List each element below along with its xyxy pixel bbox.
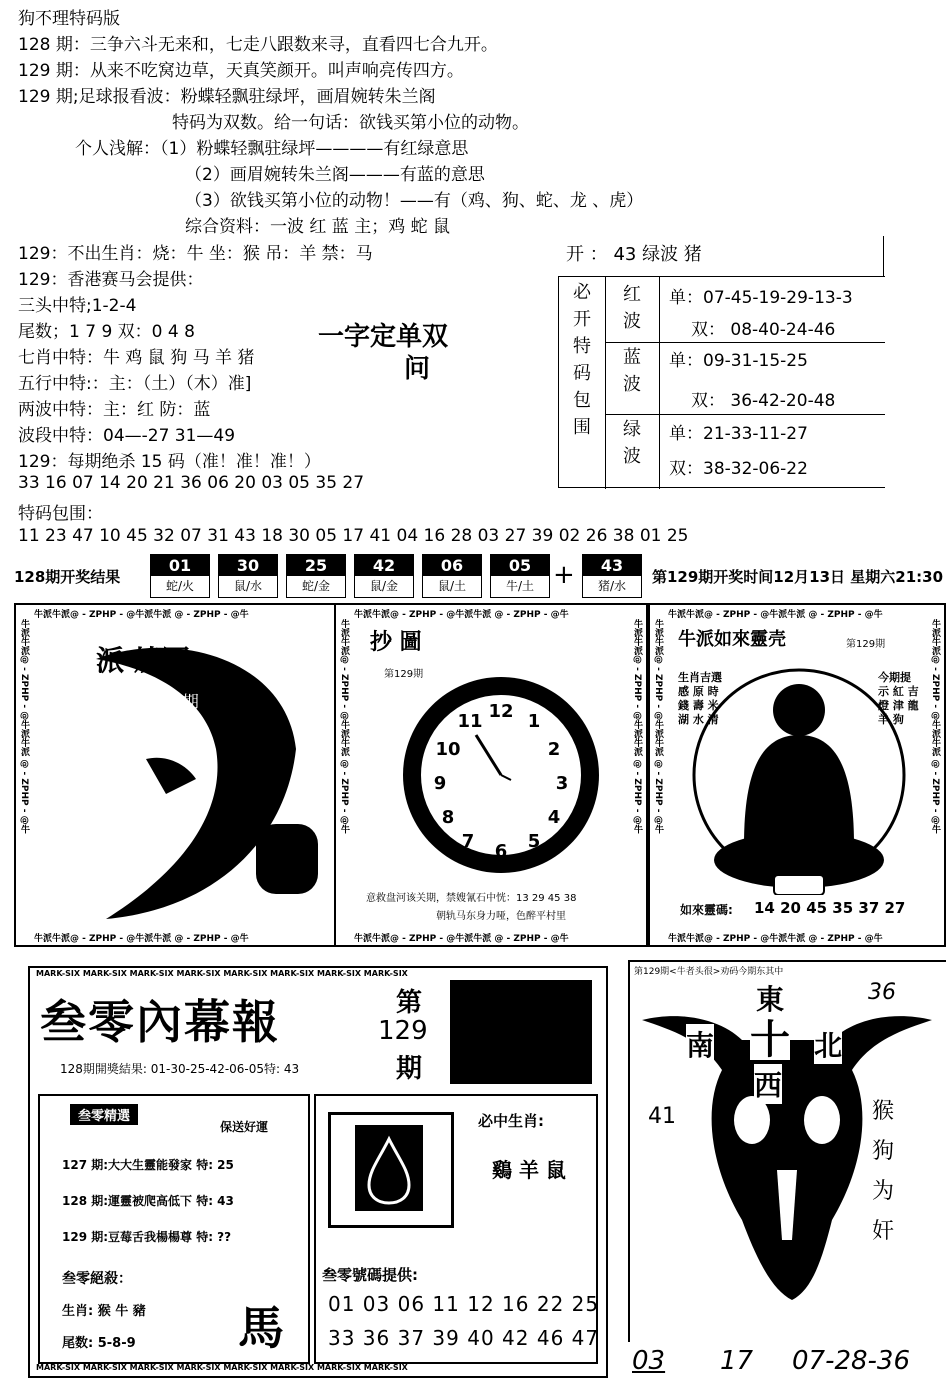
bottom-right-numbers: 07-28-36 [792, 1346, 911, 1376]
plus-sign: + [553, 560, 575, 590]
dir-east: 東 [756, 983, 785, 1016]
wave-table-side-label: 必 开 特 码 包 围 [559, 277, 606, 489]
must-zodiac-label: 必中生肖: [478, 1112, 544, 1130]
open-result: 开 ： 43 绿波 猪 [566, 244, 702, 265]
panel2-issue: 第129期 [384, 669, 424, 680]
yizi-char: 问 [404, 354, 431, 384]
result-ball: 25 蛇/金 [286, 554, 346, 598]
number-36: 36 [868, 980, 896, 1005]
report-last-result: 128期開獎結果: 01-30-25-42-06-05特: 43 [60, 1062, 300, 1076]
clock-number: 8 [441, 807, 455, 828]
red-odd: 单：07-45-19-29-13-3 [669, 288, 853, 308]
ticker-left: 牛派牛派@ - ZPHP - @牛派牛派 @ - ZPHP - @牛 [339, 619, 349, 834]
drop-frame [328, 1112, 454, 1228]
dir-south: 南 [686, 1024, 714, 1064]
report-issue-top: 第 [396, 988, 423, 1018]
panel-burning-chart [14, 603, 336, 947]
ticker-bottom: 牛派牛派@ - ZPHP - @牛派牛派 @ - ZPHP - @牛 [668, 934, 883, 944]
ticker-left: 牛派牛派@ - ZPHP - @牛派牛派 @ - ZPHP - @牛 [653, 619, 663, 834]
summary-line: 综合资料：一波 红 蓝 主；鸡 蛇 鼠 [185, 217, 451, 237]
kill-zodiac: 生肖: 猴 牛 豬 [62, 1304, 146, 1319]
blue-wave-group [605, 342, 885, 415]
must-zodiac: 鷄 羊 鼠 [492, 1158, 566, 1182]
info-line: 五行中特:：主：（土）（木）准] [18, 374, 252, 394]
panel2-title: 抄 圖 [370, 630, 422, 655]
dir-cross: 十 [750, 1017, 790, 1063]
result-ball: 42 鼠/金 [354, 554, 414, 598]
report-left-head: 叁零精選 [70, 1104, 138, 1125]
special-ball: 43 猪/水 [582, 554, 642, 598]
panel3-left-text: 生肖吉選 感 原 時 錢 壽 米 湖 水 清 [678, 671, 722, 726]
ticker-right: 牛派牛派@ - ZPHP - @牛派牛派 @ - ZPHP - @牛 [632, 619, 642, 834]
result-ball: 30 鼠/水 [218, 554, 278, 598]
info-line: 尾数；1 7 9 双：0 4 8 [18, 322, 195, 342]
green-wave-group [605, 414, 885, 487]
report-issue-num: 129 [378, 1016, 428, 1046]
green-even: 双：38-32-06-22 [669, 459, 808, 479]
green-odd: 单：21-33-11-27 [669, 424, 808, 444]
panel3-footer-nums: 14 20 45 35 37 27 [754, 899, 906, 917]
ticker-top: 牛派牛派@ - ZPHP - @牛派牛派 @ - ZPHP - @牛 [668, 610, 883, 620]
report-right-box [314, 1094, 598, 1364]
blue-even: 双： 36-42-20-48 [691, 391, 836, 411]
clock-number: 4 [547, 807, 561, 828]
info-line: 波段中特：04—-27 31—49 [18, 426, 236, 446]
clock-number: 5 [527, 831, 541, 852]
clock-number: 10 [435, 739, 461, 760]
clock-number: 7 [461, 831, 475, 852]
number-41: 41 [648, 1104, 676, 1129]
panel3-footer-label: 如來靈碼: [680, 903, 733, 917]
green-wave-label: 绿 波 [605, 414, 660, 489]
wave-table [558, 276, 885, 488]
kill-tail: 尾数: 5-8-9 [62, 1336, 136, 1351]
drop-icon [355, 1125, 423, 1211]
divider [883, 236, 884, 276]
analysis-line-1: 个人浅解：（1）粉蝶轻飘驻绿坪————有红绿意思 [75, 139, 469, 159]
info-line: 129：每期绝杀 15 码（准！准！准！） [18, 452, 321, 472]
clock-graphic [396, 665, 606, 885]
analysis-line-3: （3）欲钱买第小位的动物！——有（鸡、狗、蛇、龙 、虎） [185, 191, 644, 211]
bottom-left-number: 03 [632, 1346, 666, 1376]
info-line: 特码包围： [18, 504, 103, 524]
dir-west: 西 [754, 1064, 782, 1104]
riddle-line-129: 129 期：从来不吃窝边草，天真笑颜开。叫声响亮传四方。 [18, 61, 464, 81]
ticker-bottom: 牛派牛派@ - ZPHP - @牛派牛派 @ - ZPHP - @牛 [34, 934, 249, 944]
info-line: 三头中特;1-2-4 [18, 296, 137, 316]
result-ball: 01 蛇/火 [150, 554, 210, 598]
analysis-line-2: （2）画眉婉转朱兰阁———有蓝的意思 [185, 165, 485, 185]
hint-line: 特码为双数。给一句话：欲钱买第小位的动物。 [172, 113, 529, 133]
panel2-footer-1: 意救盘河该关期，禁嫂氰石中恍：13 29 45 38 [366, 893, 577, 904]
ticker-top: 牛派牛派@ - ZPHP - @牛派牛派 @ - ZPHP - @牛 [34, 610, 249, 620]
big-char: 馬 [238, 1301, 284, 1355]
info-line: 11 23 47 10 45 32 07 31 43 18 30 05 17 41 04 16 28 03 27 39 02 26 38 01 25 [18, 526, 689, 546]
clock-number: 11 [457, 711, 483, 732]
history-line: 128 期:運靈被爬高低下 特: 43 [62, 1194, 234, 1208]
ticker-left: 牛派牛派@ - ZPHP - @牛派牛派 @ - ZPHP - @牛 [19, 619, 29, 834]
clock-number: 3 [555, 773, 569, 794]
info-line: 33 16 07 14 20 21 36 06 20 03 05 35 27 [18, 473, 365, 493]
panel-buddha-chart [648, 603, 946, 947]
red-wave-label: 红 波 [605, 277, 660, 346]
clock-number: 2 [547, 739, 561, 760]
blue-odd: 单：09-31-15-25 [669, 351, 808, 371]
info-line: 七肖中特：牛 鸡 鼠 狗 马 羊 猪 [18, 348, 255, 368]
ticker-top: 牛派牛派@ - ZPHP - @牛派牛派 @ - ZPHP - @牛 [354, 610, 569, 620]
bottom-mid-number: 17 [720, 1346, 754, 1376]
info-line: 129：香港赛马会提供： [18, 270, 204, 290]
clock-number: 6 [494, 841, 508, 862]
panel3-title: 牛派如來靈壳 [678, 629, 786, 650]
info-line: 两波中特：主：红 防：蓝 [18, 400, 211, 420]
panel5-side-text: 猴 狗 为 奸 [868, 1092, 898, 1252]
history-line: 129 期:豆莓舌我楊楊尊 特: ?? [62, 1230, 232, 1244]
clock-number: 1 [527, 711, 541, 732]
info-line: 129：不出生肖：烧：牛 坐：猴 吊：羊 禁：马 [18, 244, 373, 264]
next-draw-time: 第129期开奖时间12月13日 星期六21:30 [652, 568, 944, 586]
history-line: 127 期:大大生靈能發家 特: 25 [62, 1158, 234, 1172]
number-row-1: 01 03 06 11 12 16 22 25 [328, 1292, 600, 1316]
riddle-line-128: 128 期：三争六斗无来和，七走八跟数来寻，直看四七合九开。 [18, 35, 498, 55]
ticker-bottom: 牛派牛派@ - ZPHP - @牛派牛派 @ - ZPHP - @牛 [354, 934, 569, 944]
kill-label: 叁零絕殺： [62, 1271, 132, 1287]
panel3-issue: 第129期 [846, 639, 886, 650]
ticker-right: 牛派牛派@ - ZPHP - @牛派牛派 @ - ZPHP - @牛 [930, 619, 940, 834]
panel3-right-text: 今期提示 紅 吉 燈 津 龍 羊 狗 [878, 671, 919, 726]
number-row-2: 33 36 37 39 40 42 46 47 [328, 1326, 600, 1350]
blue-wave-label: 蓝 波 [605, 342, 660, 416]
football-riddle-line: 129 期;足球报看波：粉蝶轻飘驻绿坪，画眉婉转朱兰阁 [18, 87, 436, 107]
report-photo [450, 980, 592, 1084]
clock-number: 12 [488, 701, 514, 722]
panel-bull-skull [628, 960, 944, 1378]
ticker-bottom: MARK-SIX MARK-SIX MARK-SIX MARK-SIX MARK-SIX MARK-SIX MARK-SIX MARK-SIX [36, 1363, 408, 1372]
dir-north: 北 [814, 1024, 842, 1064]
report-left-tag: 保送好運 [220, 1120, 269, 1134]
panel1-issue: 第 129 期 [126, 692, 199, 711]
yizi-title: 一字定单双 [318, 322, 449, 352]
panel2-footer-2: 朝轨马东身力哑，色醉平村里 [436, 911, 566, 922]
result-ball: 05 牛/土 [490, 554, 550, 598]
number-label: 叁零號碼提供: [322, 1266, 418, 1284]
page-title: 狗不理特码版 [18, 9, 120, 29]
result-ball: 06 鼠/土 [422, 554, 482, 598]
report-issue-bottom: 期 [396, 1054, 423, 1084]
red-even: 双： 08-40-24-46 [691, 320, 836, 340]
report-title: 叁零內幕報 [40, 995, 280, 1049]
last-result-label: 128期开奖结果 [14, 568, 121, 586]
clock-number: 9 [433, 773, 447, 794]
panel-insider-report [28, 966, 608, 1378]
panel1-title: 派 燒圖 [96, 644, 190, 677]
panel-clock-chart [334, 603, 648, 947]
panel5-header: 第129期<牛者头很>劝码今期东其中 [634, 967, 784, 977]
ticker-top: MARK-SIX MARK-SIX MARK-SIX MARK-SIX MARK-SIX MARK-SIX MARK-SIX MARK-SIX [36, 969, 408, 978]
red-wave-group [605, 277, 885, 343]
report-left-box [38, 1094, 310, 1364]
